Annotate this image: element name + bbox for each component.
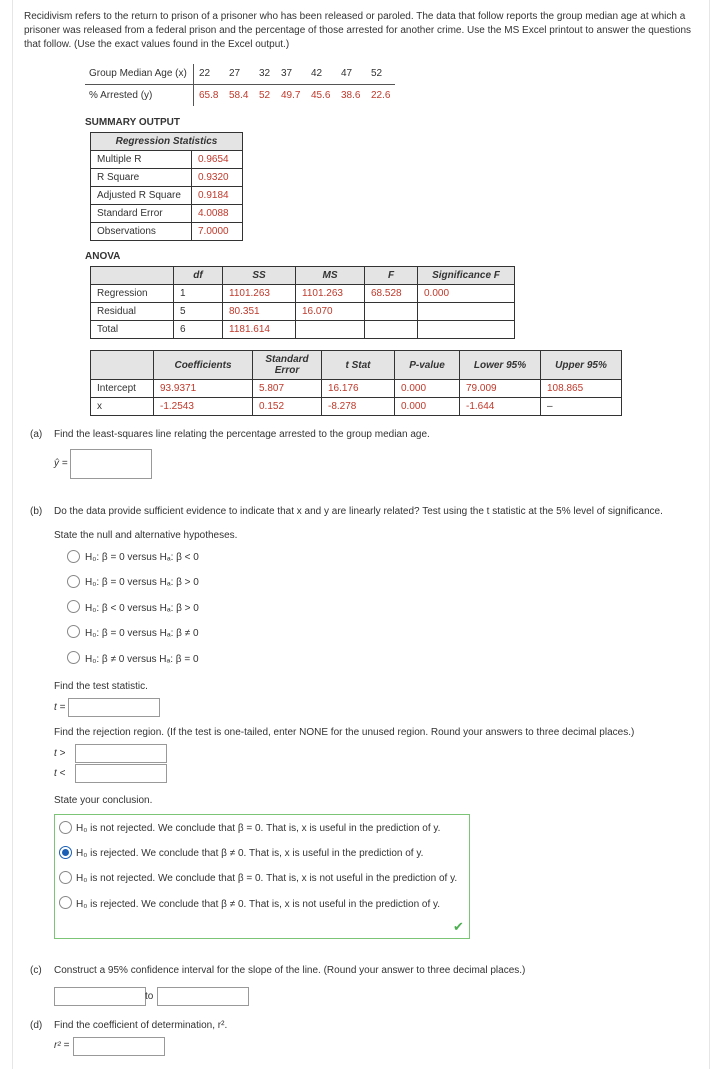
anova-header-cell: MS bbox=[296, 267, 365, 285]
t-less-label: t < bbox=[54, 768, 66, 779]
anova-header-cell bbox=[91, 267, 174, 285]
reg-stat-value: 0.9654 bbox=[192, 151, 243, 169]
conclusion-radio-3[interactable] bbox=[59, 871, 72, 884]
coef-cell: 5.807 bbox=[253, 380, 322, 398]
anova-cell: 1181.614 bbox=[223, 321, 296, 339]
coef-header-cell: Lower 95% bbox=[460, 351, 541, 380]
coef-cell: 93.9371 bbox=[154, 380, 253, 398]
coef-cell: 108.865 bbox=[541, 380, 622, 398]
anova-cell: 6 bbox=[174, 321, 223, 339]
part-d-letter: (d) bbox=[30, 1020, 43, 1031]
coef-cell: Intercept bbox=[91, 380, 154, 398]
rejection-upper-input[interactable] bbox=[75, 744, 167, 763]
x-label: Group Median Age (x) bbox=[89, 68, 187, 79]
r-squared-label: r² = bbox=[54, 1040, 70, 1051]
t-greater-label: t > bbox=[54, 748, 66, 759]
correct-check-icon: ✔ bbox=[453, 919, 464, 934]
anova-cell: 16.070 bbox=[296, 303, 365, 321]
hypothesis-radio-1[interactable] bbox=[67, 550, 80, 563]
anova-cell: 0.000 bbox=[418, 285, 515, 303]
rejection-lower-input[interactable] bbox=[75, 764, 167, 783]
anova-cell: Residual bbox=[91, 303, 174, 321]
test-statistic-prompt: Find the test statistic. bbox=[54, 681, 148, 692]
hypothesis-radio-5[interactable] bbox=[67, 651, 80, 664]
x-value: 37 bbox=[281, 68, 293, 79]
coef-cell: 16.176 bbox=[322, 380, 395, 398]
conclusion-radio-2[interactable] bbox=[59, 846, 72, 859]
t-label: t = bbox=[54, 702, 66, 713]
anova-title: ANOVA bbox=[85, 251, 121, 262]
regression-statistics-table bbox=[90, 132, 243, 241]
anova-header-cell: F bbox=[365, 267, 418, 285]
ci-to-label: to bbox=[145, 991, 154, 1002]
reg-stats-header: Regression Statistics bbox=[91, 133, 243, 151]
x-value: 52 bbox=[371, 68, 383, 79]
reg-stat-row bbox=[91, 187, 243, 205]
coef-cell: -8.278 bbox=[322, 398, 395, 416]
anova-row bbox=[91, 321, 515, 339]
y-value: 22.6 bbox=[371, 90, 391, 101]
conclusion-label-4: H₀ is rejected. We conclude that β ≠ 0. That is, x is not useful in the prediction of y. bbox=[76, 899, 441, 910]
reg-stat-label: Standard Error bbox=[91, 205, 192, 223]
r-squared-input[interactable] bbox=[73, 1037, 165, 1056]
hypothesis-radio-4[interactable] bbox=[67, 625, 80, 638]
x-value: 27 bbox=[229, 68, 241, 79]
anova-row bbox=[91, 285, 515, 303]
coef-cell: 0.000 bbox=[395, 380, 460, 398]
test-statistic-input[interactable] bbox=[68, 698, 160, 717]
y-value: 65.8 bbox=[199, 90, 219, 101]
coef-header-cell: Standard Error bbox=[253, 351, 322, 380]
coef-cell: 79.009 bbox=[460, 380, 541, 398]
data-table-vdivider bbox=[193, 64, 194, 106]
ci-upper-input[interactable] bbox=[157, 987, 249, 1006]
coef-cell: x bbox=[91, 398, 154, 416]
anova-header-cell: Significance F bbox=[418, 267, 515, 285]
anova-cell: 1101.263 bbox=[223, 285, 296, 303]
coef-header-cell bbox=[91, 351, 154, 380]
coef-cell: -1.2543 bbox=[154, 398, 253, 416]
hypothesis-label-5: H₀: β ≠ 0 versus Hₐ: β = 0 bbox=[85, 654, 199, 665]
x-value: 22 bbox=[199, 68, 211, 79]
summary-title: SUMMARY OUTPUT bbox=[85, 117, 180, 128]
reg-stat-label: Observations bbox=[91, 223, 192, 241]
y-value: 58.4 bbox=[229, 90, 249, 101]
conclusion-label-3: H₀ is not rejected. We conclude that β = 0. That is, x is not useful in the prediction of y. bbox=[76, 873, 458, 884]
conclusion-prompt: State your conclusion. bbox=[54, 795, 153, 806]
anova-row bbox=[91, 303, 515, 321]
coef-header-cell: Upper 95% bbox=[541, 351, 622, 380]
reg-stat-label: R Square bbox=[91, 169, 192, 187]
anova-cell bbox=[418, 321, 515, 339]
anova-cell: 1 bbox=[174, 285, 223, 303]
reg-stat-value: 4.0088 bbox=[192, 205, 243, 223]
reg-stat-value: 0.9184 bbox=[192, 187, 243, 205]
part-c-letter: (c) bbox=[30, 965, 42, 976]
coef-row bbox=[91, 398, 622, 416]
anova-table bbox=[90, 266, 515, 339]
least-squares-line-input[interactable] bbox=[70, 449, 152, 479]
hypotheses-prompt: State the null and alternative hypotheses. bbox=[54, 530, 238, 541]
part-c-question: Construct a 95% confidence interval for the slope of the line. (Round your answer to three decimal places.) bbox=[54, 965, 526, 976]
y-value: 38.6 bbox=[341, 90, 361, 101]
reg-stat-label: Adjusted R Square bbox=[91, 187, 192, 205]
conclusion-label-1: H₀ is not rejected. We conclude that β = 0. That is, x is useful in the prediction of y. bbox=[76, 823, 441, 834]
ci-lower-input[interactable] bbox=[54, 987, 146, 1006]
anova-header-row bbox=[91, 267, 515, 285]
coef-cell: -1.644 bbox=[460, 398, 541, 416]
anova-cell bbox=[418, 303, 515, 321]
hypothesis-radio-2[interactable] bbox=[67, 575, 80, 588]
part-b-letter: (b) bbox=[30, 506, 43, 517]
part-a-question: Find the least-squares line relating the percentage arrested to the group median age. bbox=[54, 429, 430, 440]
part-b-question: Do the data provide sufficient evidence to indicate that x and y are linearly related? Test using the t statistic at the 5% level of significance. bbox=[54, 506, 663, 517]
coef-cell: 0.000 bbox=[395, 398, 460, 416]
hypothesis-radio-3[interactable] bbox=[67, 600, 80, 613]
coef-header-cell: t Stat bbox=[322, 351, 395, 380]
anova-cell bbox=[365, 303, 418, 321]
x-value: 47 bbox=[341, 68, 353, 79]
reg-stat-value: 7.0000 bbox=[192, 223, 243, 241]
part-d-question: Find the coefficient of determination, r². bbox=[54, 1020, 228, 1031]
reg-stat-row bbox=[91, 151, 243, 169]
coef-header-row bbox=[91, 351, 622, 380]
anova-cell: 1101.263 bbox=[296, 285, 365, 303]
reg-stat-value: 0.9320 bbox=[192, 169, 243, 187]
intro-text: Recidivism refers to the return to prison of a prisoner who has been released or paroled. The data that follow reports the group median age at which a prisoner was released from a federal prison and the percentage of those arrested for another crime. Use the MS Excel printout to answer the questions that follow. (Use the exact values found in the Excel output.) bbox=[24, 11, 692, 50]
reg-stat-row bbox=[91, 205, 243, 223]
reg-stat-row bbox=[91, 169, 243, 187]
coef-header-cell: P-value bbox=[395, 351, 460, 380]
y-value: 52 bbox=[259, 90, 271, 101]
yhat-label: ŷ = bbox=[54, 458, 68, 469]
y-label: % Arrested (y) bbox=[89, 90, 153, 101]
hypothesis-label-4: H₀: β = 0 versus Hₐ: β ≠ 0 bbox=[85, 628, 199, 639]
coef-header-cell: Coefficients bbox=[154, 351, 253, 380]
anova-cell: 80.351 bbox=[223, 303, 296, 321]
conclusion-answer-box bbox=[54, 814, 470, 939]
conclusion-radio-4[interactable] bbox=[59, 896, 72, 909]
y-value: 49.7 bbox=[281, 90, 301, 101]
hypothesis-label-3: H₀: β < 0 versus Hₐ: β > 0 bbox=[85, 603, 199, 614]
conclusion-radio-1[interactable] bbox=[59, 821, 72, 834]
coefficients-table bbox=[90, 350, 622, 416]
anova-cell bbox=[296, 321, 365, 339]
hypothesis-label-2: H₀: β = 0 versus Hₐ: β > 0 bbox=[85, 577, 199, 588]
hypothesis-label-1: H₀: β = 0 versus Hₐ: β < 0 bbox=[85, 552, 199, 563]
rejection-region-prompt: Find the rejection region. (If the test is one-tailed, enter NONE for the unused region. Round your answers to three decimal places.) bbox=[54, 727, 635, 738]
coef-cell: 0.152 bbox=[253, 398, 322, 416]
anova-header-cell: SS bbox=[223, 267, 296, 285]
conclusion-label-2: H₀ is rejected. We conclude that β ≠ 0. That is, x is useful in the prediction of y. bbox=[76, 848, 424, 859]
coef-row bbox=[91, 380, 622, 398]
anova-cell bbox=[365, 321, 418, 339]
anova-cell: Regression bbox=[91, 285, 174, 303]
reg-stat-label: Multiple R bbox=[91, 151, 192, 169]
anova-header-cell: df bbox=[174, 267, 223, 285]
x-value: 32 bbox=[259, 68, 271, 79]
anova-cell: 68.528 bbox=[365, 285, 418, 303]
y-value: 45.6 bbox=[311, 90, 331, 101]
coef-cell: – bbox=[541, 398, 622, 416]
x-value: 42 bbox=[311, 68, 323, 79]
data-table-hdivider bbox=[85, 84, 395, 85]
reg-stat-row bbox=[91, 223, 243, 241]
part-a-letter: (a) bbox=[30, 429, 43, 440]
anova-cell: 5 bbox=[174, 303, 223, 321]
anova-cell: Total bbox=[91, 321, 174, 339]
